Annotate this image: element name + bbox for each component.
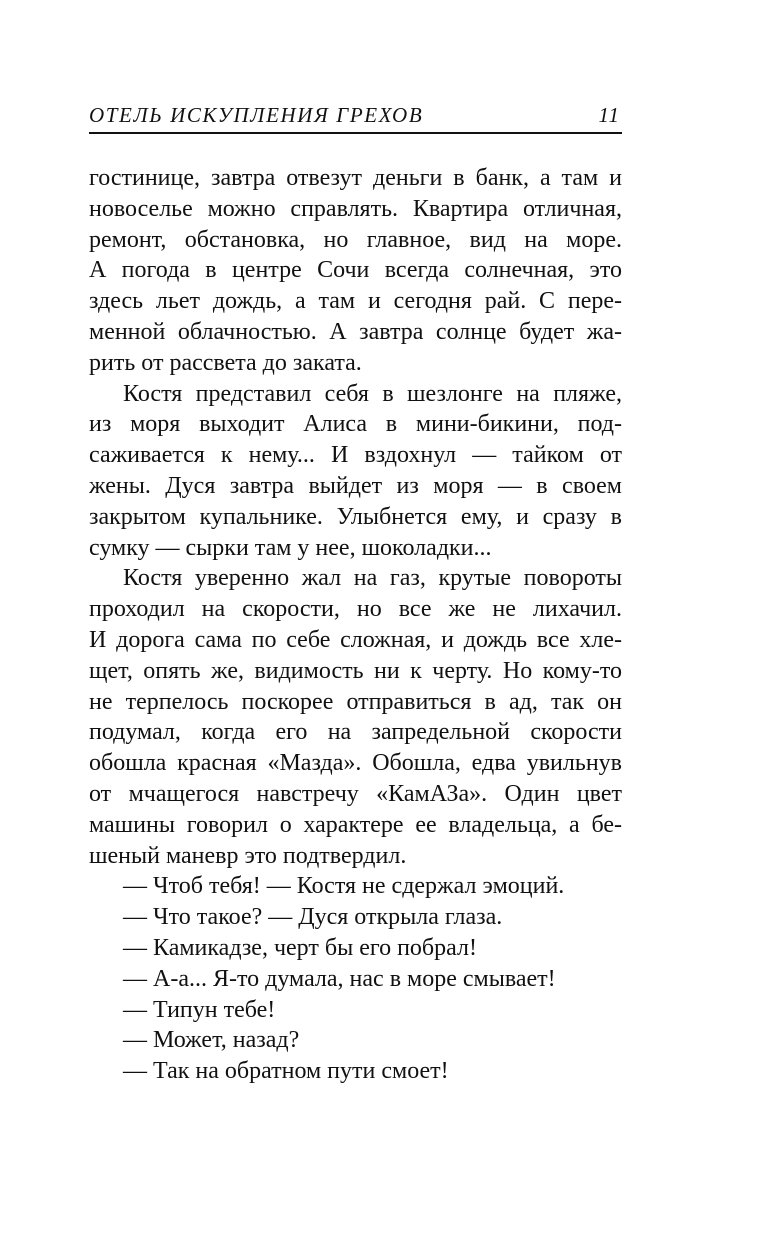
- text-line: закрытом купальнике. Улыбнется ему, и сразу в: [89, 503, 622, 530]
- text-line: менной облачностью. А завтра солнце будет жа-: [89, 318, 622, 345]
- text-line: сумку — сырки там у нее, шоколадки...: [89, 534, 492, 561]
- text-line: ремонт, обстановка, но главное, вид на море.: [89, 226, 622, 253]
- text-line: новоселье можно справлять. Квартира отличная,: [89, 195, 622, 222]
- text-line: проходил на скорости, но все же не лихачил.: [89, 596, 622, 623]
- running-title: ОТЕЛЬ ИСКУПЛЕНИЯ ГРЕХОВ: [89, 103, 424, 127]
- text-line: саживается к нему... И вздохнул — тайком от: [89, 442, 622, 469]
- text-line: — Что такое? — Дуся открыла глаза.: [123, 904, 503, 931]
- text-line: — А-а... Я-то думала, нас в море смывает!: [123, 965, 556, 992]
- text-line: из моря выходит Алиса в мини-бикини, под-: [89, 411, 622, 438]
- body-text: [89, 163, 622, 1087]
- text-line: рить от рассвета до заката.: [89, 349, 362, 376]
- text-line: подумал, когда его на запредельной скорости: [89, 719, 622, 746]
- text-line: Костя уверенно жал на газ, крутые повороты: [123, 565, 622, 592]
- book-page: [89, 0, 622, 1241]
- text-line: А погода в центре Сочи всегда солнечная, это: [89, 257, 622, 284]
- text-line: шеный маневр это подтвердил.: [89, 842, 407, 869]
- text-line: от мчащегося навстречу «КамАЗа». Один цвет: [89, 780, 622, 807]
- text-line: — Типун тебе!: [123, 996, 276, 1023]
- text-line: обошла красная «Мазда». Обошла, едва увильнув: [89, 750, 622, 777]
- running-header: [89, 98, 622, 134]
- text-line: здесь льет дождь, а там и сегодня рай. С пере-: [89, 288, 622, 315]
- text-line: — Чтоб тебя! — Костя не сдержал эмоций.: [123, 873, 565, 900]
- text-line: гостинице, завтра отвезут деньги в банк, а там и: [89, 165, 622, 191]
- text-line: — Может, назад?: [123, 1027, 300, 1054]
- text-line: — Так на обратном пути смоет!: [123, 1058, 449, 1085]
- text-line: щет, опять же, видимость ни к черту. Но кому-то: [89, 657, 622, 684]
- page-number: 11: [598, 103, 620, 127]
- text-line: жены. Дуся завтра выйдет из моря — в своем: [89, 472, 622, 499]
- text-line: И дорога сама по себе сложная, и дождь все хле-: [89, 626, 622, 653]
- text-line: Костя представил себя в шезлонге на пляже,: [123, 380, 622, 407]
- text-line: не терпелось поскорее отправиться в ад, так он: [89, 688, 622, 715]
- text-line: машины говорил о характере ее владельца, а бе-: [89, 811, 622, 838]
- text-line: — Камикадзе, черт бы его побрал!: [123, 934, 477, 961]
